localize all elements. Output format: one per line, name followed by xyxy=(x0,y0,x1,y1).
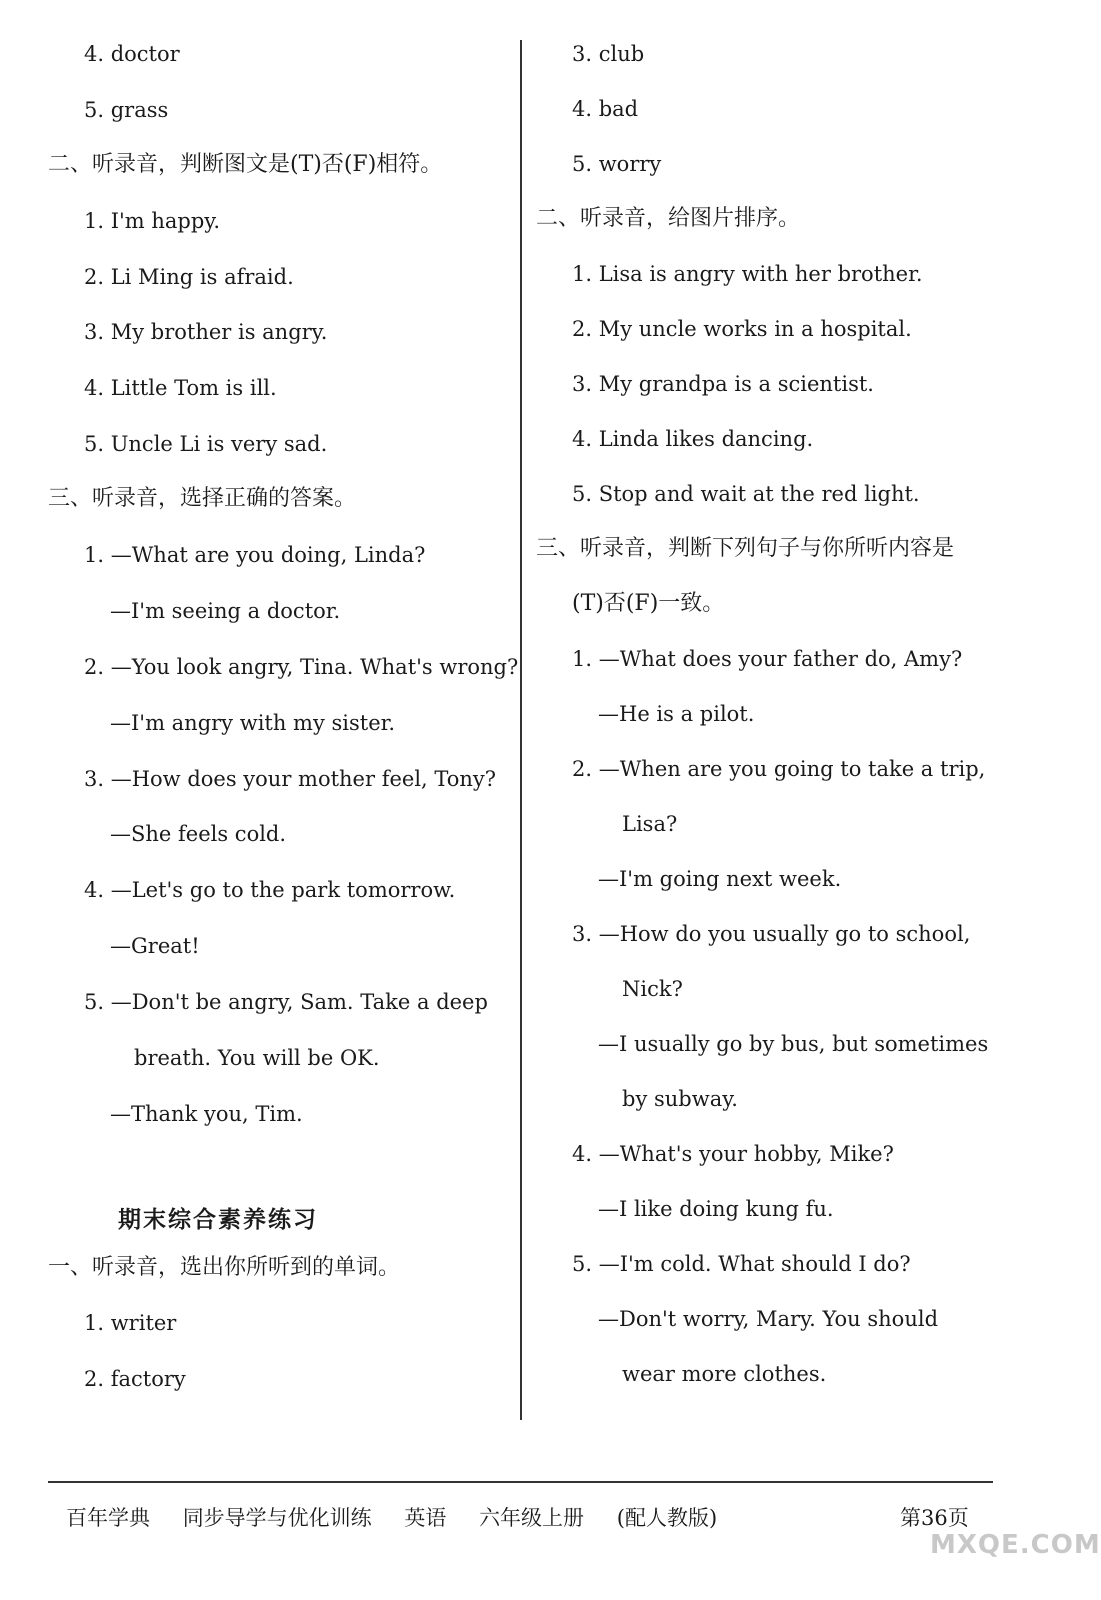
answer-line: 5. —I'm cold. What should I do? xyxy=(572,1252,911,1276)
footer-series: 同步导学与优化训练 xyxy=(182,1506,372,1530)
answer-line: 3. My brother is angry. xyxy=(84,320,328,344)
answer-line: 4. —What's your hobby, Mike? xyxy=(572,1142,894,1166)
answer-line: 5. worry xyxy=(572,152,662,176)
footer-brand: 百年学典 xyxy=(66,1506,150,1530)
answer-line: 2. —You look angry, Tina. What's wrong? xyxy=(84,655,519,679)
answer-line: wear more clothes. xyxy=(622,1362,827,1386)
page-number: 第36页 xyxy=(900,1506,969,1530)
answer-line: breath. You will be OK. xyxy=(134,1046,380,1070)
question-heading-cont: (T)否(F)一致。 xyxy=(572,591,725,616)
question-heading: 一、听录音，选出你所听到的单词。 xyxy=(48,1255,401,1280)
question-heading: 二、听录音，给图片排序。 xyxy=(536,206,801,231)
answer-line: 3. —How does your mother feel, Tony? xyxy=(84,767,497,791)
answer-line: 4. Linda likes dancing. xyxy=(572,427,814,451)
answer-line: 2. factory xyxy=(84,1367,186,1391)
answer-line: Lisa? xyxy=(622,812,678,836)
answer-line: —I'm going next week. xyxy=(598,867,842,891)
watermark: MXQE.COM xyxy=(930,1530,1101,1560)
answer-line: by subway. xyxy=(622,1087,738,1111)
answer-line: 1. —What does your father do, Amy? xyxy=(572,647,963,671)
question-heading: 三、听录音，选择正确的答案。 xyxy=(48,486,357,511)
answer-line: 4. —Let's go to the park tomorrow. xyxy=(84,878,456,902)
column-divider xyxy=(520,40,522,1420)
answer-line: 1. Lisa is angry with her brother. xyxy=(572,262,923,286)
answer-line: 1. I'm happy. xyxy=(84,209,221,233)
answer-line: 1. —What are you doing, Linda? xyxy=(84,543,426,567)
answer-line: 5. Uncle Li is very sad. xyxy=(84,432,328,456)
answer-line: —Don't worry, Mary. You should xyxy=(598,1307,939,1331)
answer-line: —I'm seeing a doctor. xyxy=(110,599,341,623)
footer-subject: 英语 xyxy=(404,1506,447,1530)
answer-line: 5. —Don't be angry, Sam. Take a deep xyxy=(84,990,488,1014)
answer-line: 3. club xyxy=(572,42,645,66)
question-heading: 二、听录音，判断图文是(T)否(F)相符。 xyxy=(48,152,443,177)
answer-line: —I like doing kung fu. xyxy=(598,1197,834,1221)
answer-line: Nick? xyxy=(622,977,683,1001)
footer xyxy=(66,1502,743,1532)
answer-line: 1. writer xyxy=(84,1311,177,1335)
answer-line: —I usually go by bus, but sometimes xyxy=(598,1032,989,1056)
footer-rule xyxy=(48,1481,993,1483)
answer-line: 4. doctor xyxy=(84,42,180,66)
footer-edition: (配人教版) xyxy=(616,1506,718,1530)
answer-line: 3. —How do you usually go to school, xyxy=(572,922,971,946)
answer-line: —She feels cold. xyxy=(110,822,287,846)
answer-line: 2. —When are you going to take a trip, xyxy=(572,757,986,781)
section-title: 期末综合素养练习 xyxy=(118,1207,318,1233)
answer-line: —Great! xyxy=(110,934,200,958)
answer-line: 4. Little Tom is ill. xyxy=(84,376,277,400)
answer-line: —I'm angry with my sister. xyxy=(110,711,396,735)
answer-line: 5. Stop and wait at the red light. xyxy=(572,482,920,506)
answer-line: —Thank you, Tim. xyxy=(110,1102,303,1126)
footer-grade: 六年级上册 xyxy=(479,1506,585,1530)
answer-line: 5. grass xyxy=(84,98,169,122)
answer-line: —He is a pilot. xyxy=(598,702,755,726)
answer-line: 2. My uncle works in a hospital. xyxy=(572,317,912,341)
answer-line: 3. My grandpa is a scientist. xyxy=(572,372,874,396)
answer-line: 4. bad xyxy=(572,97,639,121)
question-heading: 三、听录音，判断下列句子与你所听内容是 xyxy=(536,536,955,561)
answer-line: 2. Li Ming is afraid. xyxy=(84,265,294,289)
